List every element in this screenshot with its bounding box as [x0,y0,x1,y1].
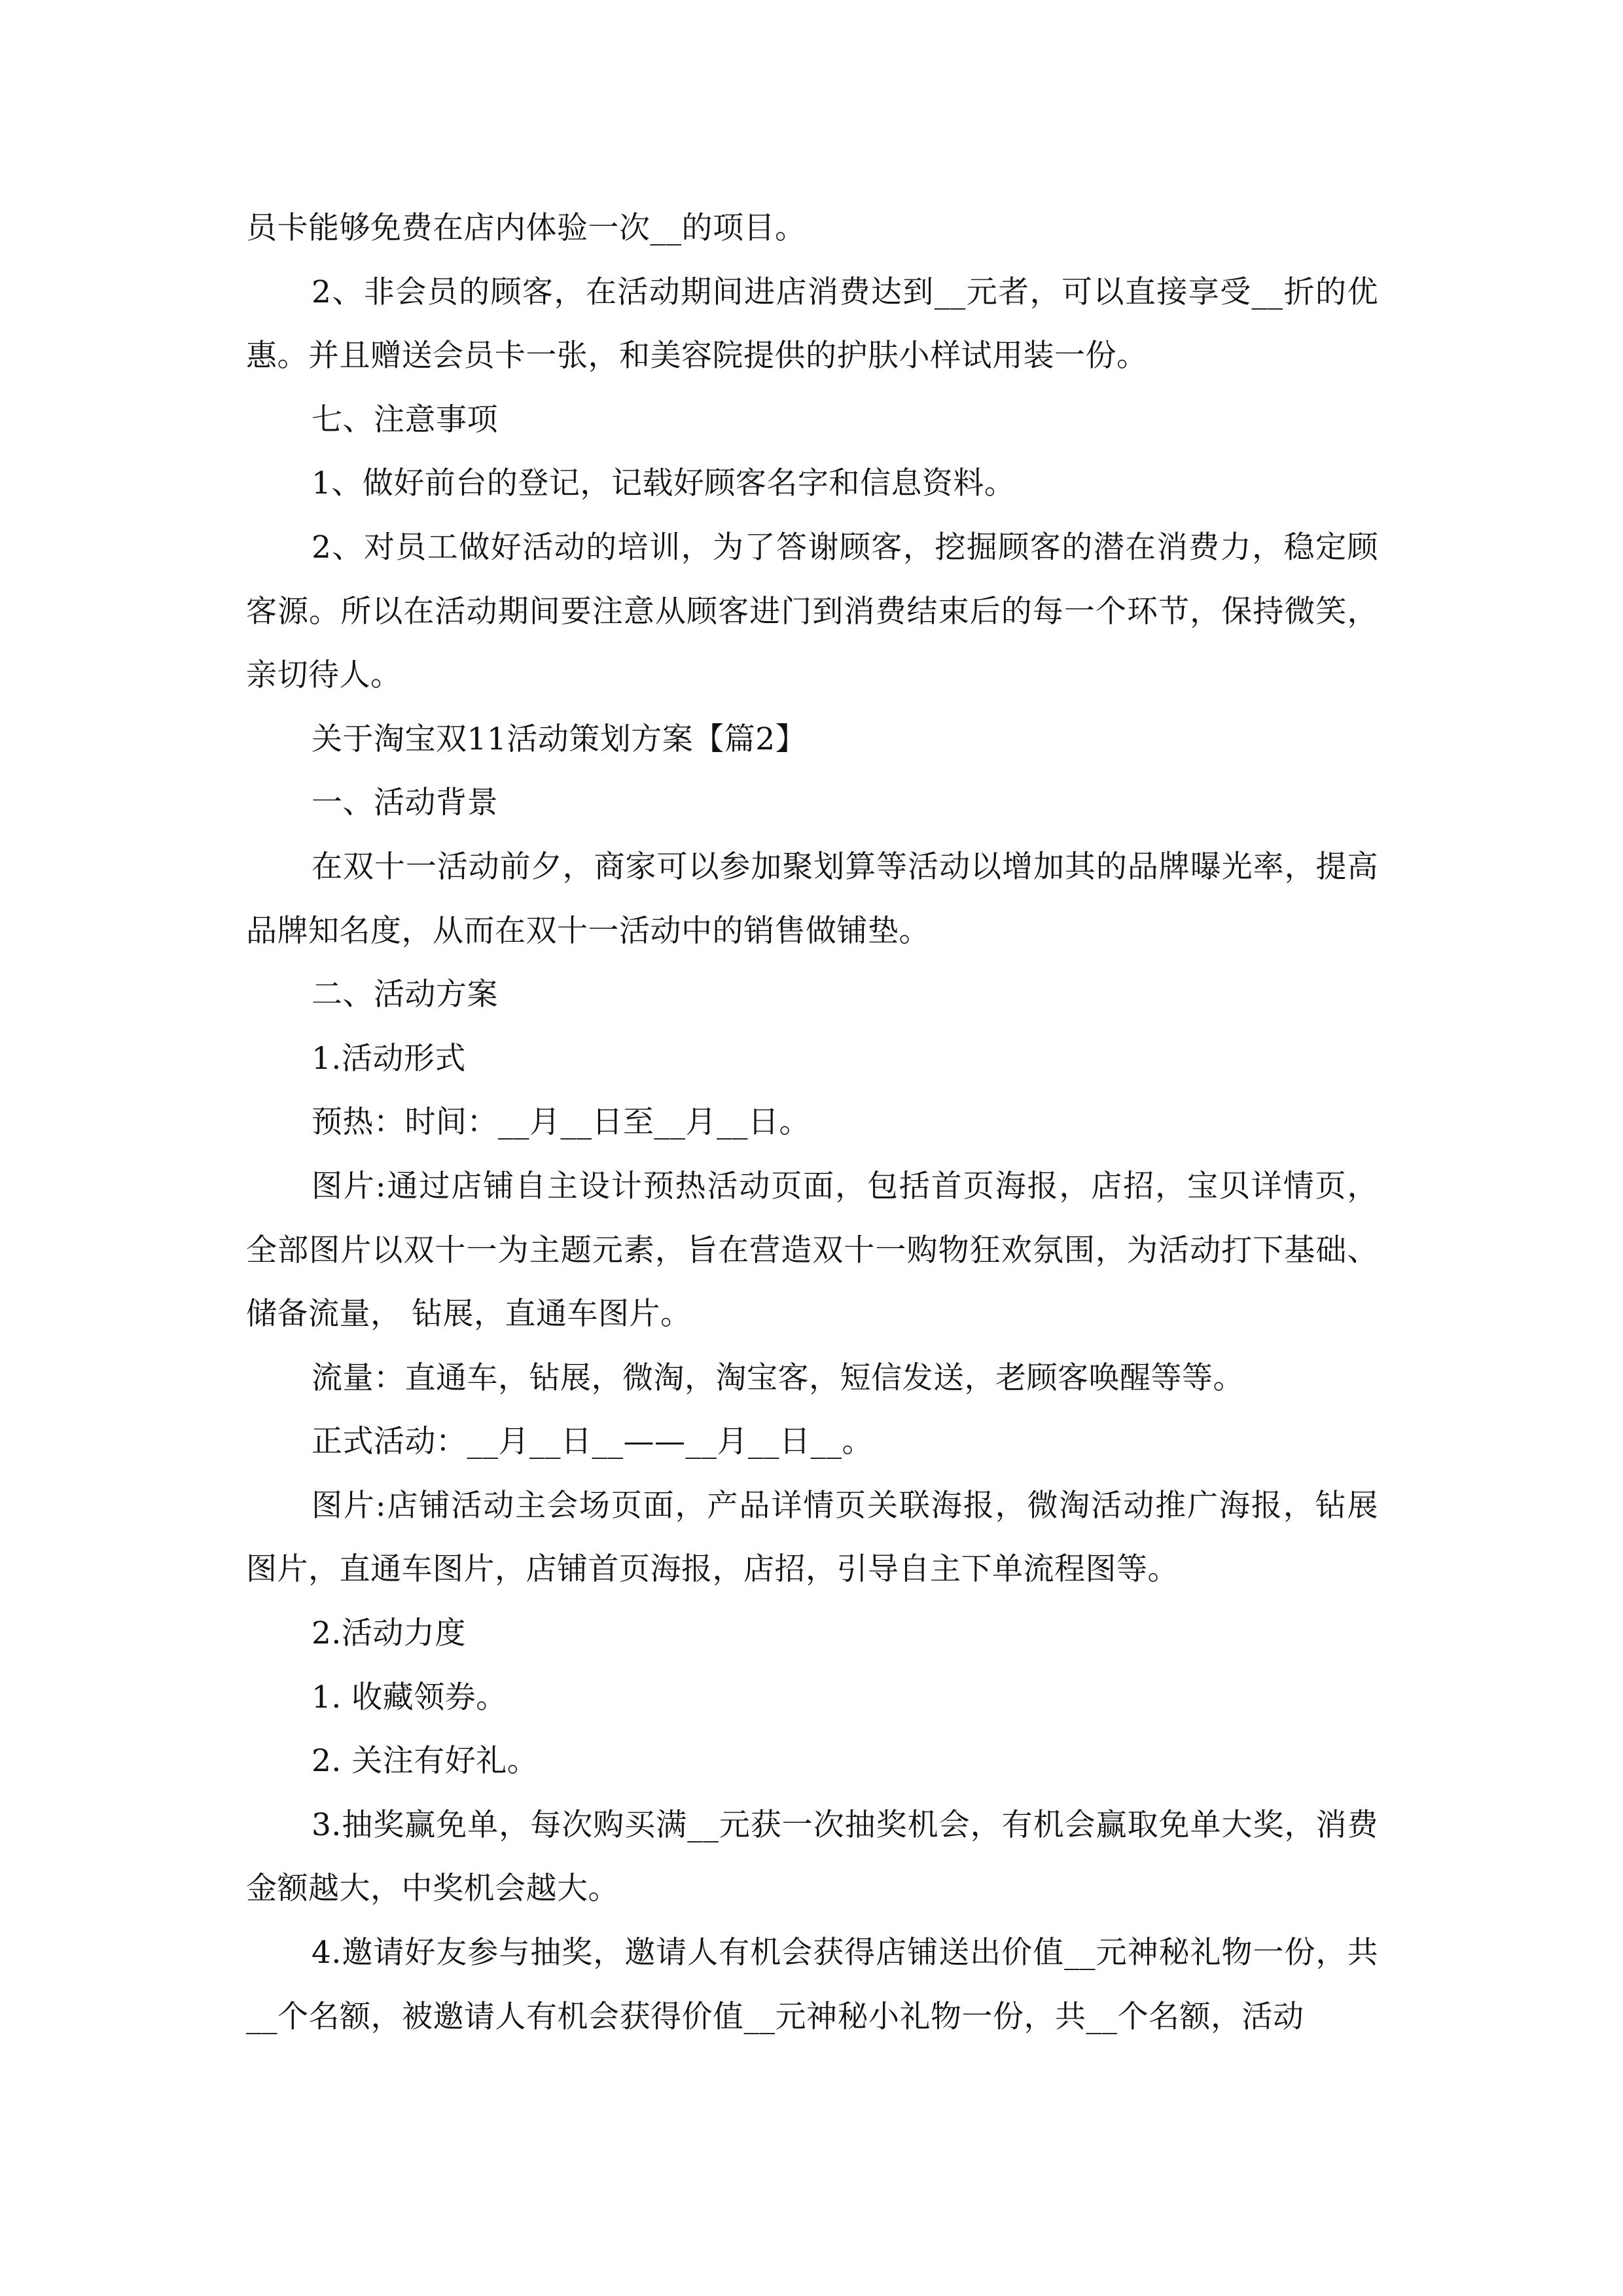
paragraph: 员卡能够免费在店内体验一次__的项目。 [246,210,806,246]
subsection-heading: 1.活动形式 [312,1040,466,1077]
document-body [246,196,1378,2049]
paragraph: 2、对员工做好活动的培训，为了答谢顾客，挖掘顾客的潜在消费力，稳定顾客源。所以在活动期间要注意从顾客进门到消费结束后的每一个环节，保持微笑，亲切待人。 [246,529,1378,694]
article-title: 关于淘宝双11活动策划方案【篇2】 [312,721,807,757]
paragraph: 流量：直通车，钻展，微淘，淘宝客，短信发送，老顾客唤醒等等。 [312,1359,1244,1396]
subsection-heading: 2.活动力度 [312,1615,466,1652]
paragraph: 在双十一活动前夕，商家可以参加聚划算等活动以增加其的品牌曝光率，提高品牌知名度，从而在双十一活动中的销售做铺垫。 [246,848,1378,949]
list-item: 2. 关注有好礼。 [312,1743,539,1780]
section-heading: 二、活动方案 [312,977,498,1013]
list-item: 4.邀请好友参与抽奖，邀请人有机会获得店铺送出价值__元神秘礼物一份，共__个名额，被邀请人有机会获得价值__元神秘小礼物一份，共__个名额，活动 [246,1935,1378,2035]
section-heading: 七、注意事项 [312,401,498,438]
paragraph: 正式活动：__月__日__——__月__日__。 [312,1424,873,1460]
paragraph: 2、非会员的顾客，在活动期间进店消费达到__元者，可以直接享受__折的优惠。并且赠送会员卡一张，和美容院提供的护肤小样试用装一份。 [246,274,1378,374]
paragraph: 图片:店铺活动主会场页面，产品详情页关联海报，微淘活动推广海报，钻展图片，直通车图片，店铺首页海报，店招，引导自主下单流程图等。 [246,1487,1378,1588]
paragraph: 1、做好前台的登记，记载好顾客名字和信息资料。 [312,465,1016,502]
list-item: 1. 收藏领券。 [312,1679,507,1715]
paragraph: 预热：时间：__月__日至__月__日。 [312,1104,810,1141]
paragraph: 图片:通过店铺自主设计预热活动页面，包括首页海报，店招，宝贝详情页，全部图片以双十一为主题元素，旨在营造双十一购物狂欢氛围，为活动打下基础、储备流量， 钻展，直通车图片。 [246,1168,1378,1333]
section-heading: 一、活动背景 [312,785,498,821]
list-item: 3.抽奖赢免单，每次购买满__元获一次抽奖机会，有机会赢取免单大奖，消费金额越大，中奖机会越大。 [246,1806,1378,1907]
